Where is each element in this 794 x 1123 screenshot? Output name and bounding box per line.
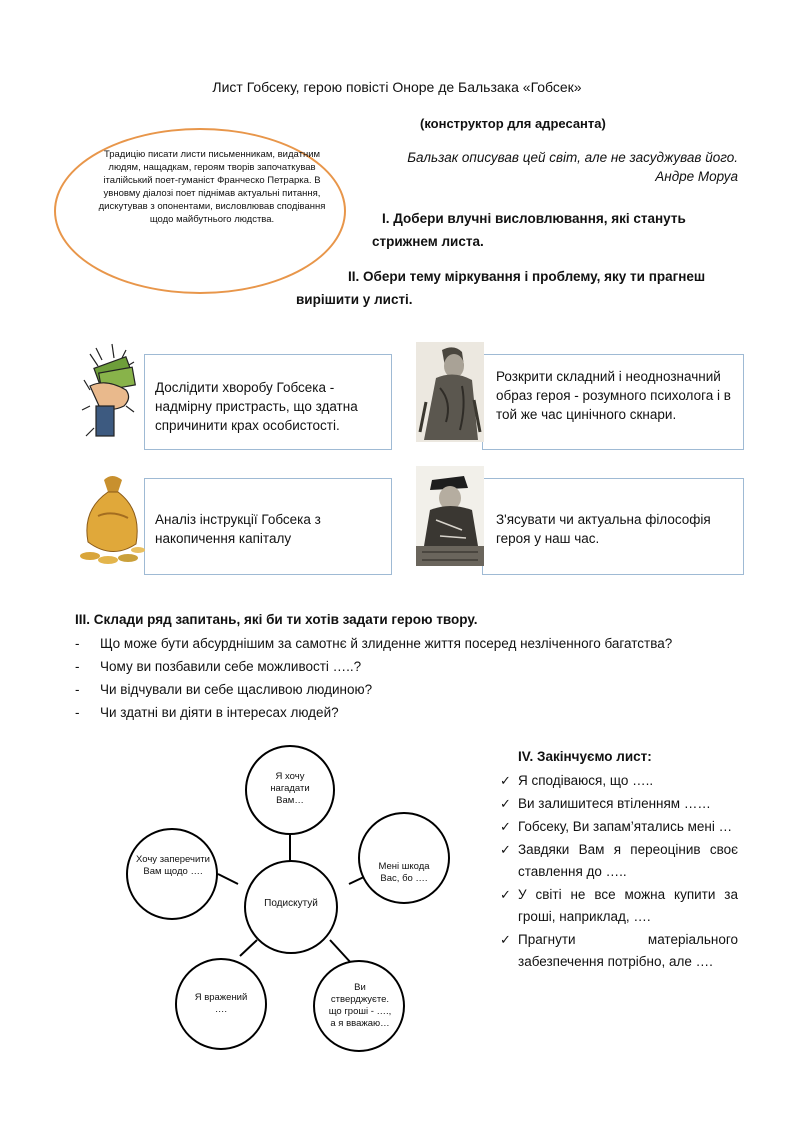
theme-text-1: Дослідити хворобу Гобсека - надмірну пристрасть, що здатна спричинити крах особистості. xyxy=(155,380,358,433)
node-label-4: Я вражений …. xyxy=(194,992,248,1015)
ending-item: ✓ Завдяки Вам я переоцінив своє ставлення до ….. xyxy=(500,839,738,883)
ending-item: ✓ У світі не все можна купити за гроші, наприклад, …. xyxy=(500,884,738,928)
node-label-2: Мені шкода Вас, бо …. xyxy=(378,861,430,884)
node-label-5: Хочу заперечити Вам щодо …. xyxy=(136,854,210,877)
ending-item: ✓ Гобсеку, Ви запам’ятались мені … xyxy=(500,816,738,838)
checkmark-icon: ✓ xyxy=(500,842,511,857)
checkmark-icon: ✓ xyxy=(500,796,511,811)
question-item: - Чому ви позбавили себе можливості …..? xyxy=(75,657,755,680)
checkmark-icon: ✓ xyxy=(500,819,511,834)
ending-item: ✓ Прагнути матеріального забезпечення потрібно, але …. xyxy=(500,929,738,973)
question-item: - Чи відчували ви себе щасливою людиною? xyxy=(75,680,755,703)
question-item: - Що може бути абсурднішим за самотнє й злиденне життя посеред незліченного багатства? xyxy=(75,634,755,657)
endings-list xyxy=(500,770,738,974)
node-label-1: Я хочу нагадати Вам… xyxy=(270,771,310,806)
theme-text-3: Аналіз інструкції Гобсека з накопичення капіталу xyxy=(155,512,321,546)
node-circle-2 xyxy=(359,813,449,903)
question-item: - Чи здатні ви діяти в інтересах людей? xyxy=(75,703,755,726)
section-1-heading: І. Добери влучні висловлювання, які стануть стрижнем листа. xyxy=(372,211,686,249)
checkmark-icon: ✓ xyxy=(500,887,511,902)
subtitle: (конструктор для адресанта) xyxy=(420,116,606,131)
intro-oval-text: Традицію писати листи письменникам, видатним людям, нащадкам, героям творів започаткував італійський поет-гуманіст Франческо Петрарка. В увновму діалозі поет піднімав актуальні питання, дискутував з опонентами, висловлював сподівання щодо майбутнього людства. xyxy=(98,149,326,225)
ending-item: ✓ Я сподіваюся, що ….. xyxy=(500,770,738,792)
ending-item: ✓ Ви залишитеся втіленням …… xyxy=(500,793,738,815)
section-4-heading: IV. Закінчуємо лист: xyxy=(518,749,652,764)
checkmark-icon: ✓ xyxy=(500,773,511,788)
section-2-heading: ІІ. Обери тему міркування і проблему, яку ти прагнеш вирішити у листі. xyxy=(296,269,706,307)
theme-text-4: З'ясувати чи актуальна філософія героя у наш час. xyxy=(496,512,711,546)
epigraph-author: Андре Моруа xyxy=(655,169,738,184)
section-3-heading: ІІІ. Склади ряд запитань, які би ти хотів задати герою твору. xyxy=(75,612,478,627)
letter-title: Лист Гобсеку, герою повісті Оноре де Бальзака «Гобсек» xyxy=(212,79,582,95)
node-label-3: Ви стверджуєте. що гроші - …., а я вважаю… xyxy=(328,982,392,1029)
theme-text-2: Розкрити складний і неоднозначний образ героя - розумного психолога і в той же час цинічного скнари. xyxy=(496,369,731,422)
epigraph-text: Бальзак описував цей світ, але не засуджував його. xyxy=(407,150,738,165)
center-node-label: Подискутуй xyxy=(264,898,318,909)
checkmark-icon: ✓ xyxy=(500,932,511,947)
